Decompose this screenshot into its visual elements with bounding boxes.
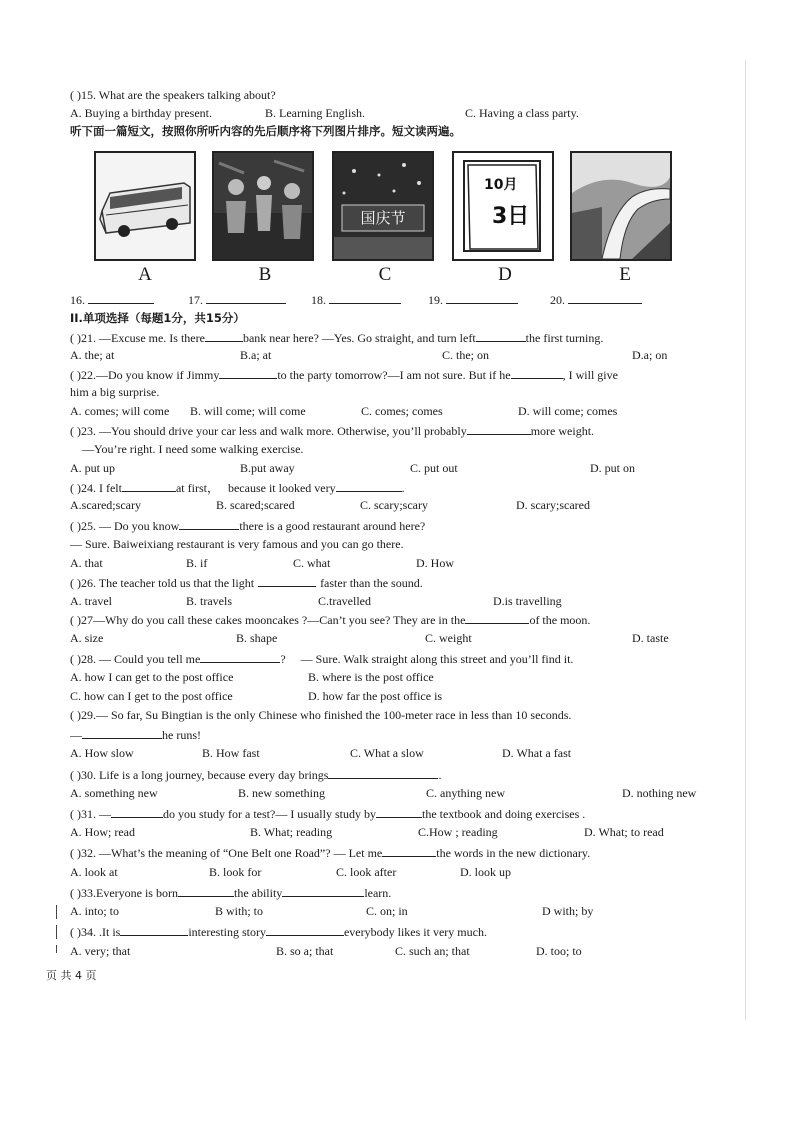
q23-reply: —You’re right. I need some walking exercise.	[82, 442, 304, 456]
order-blank-16[interactable]: 16.	[70, 292, 154, 308]
q25-option-b: B. if	[186, 556, 208, 570]
q22-option-c: C. comes; comes	[361, 404, 443, 418]
q21-option-d: D.a; on	[632, 348, 668, 362]
picture-a-label: A	[138, 264, 152, 285]
q22-option-b: B. will come; will come	[190, 404, 306, 418]
q29-option-a: A. How slow	[70, 746, 134, 760]
order-blank-20[interactable]: 20.	[550, 292, 642, 308]
q27-stem: ( )27—Why do you call these cakes mooncakes ?—Can’t you see? They are in the of the moon.	[70, 613, 591, 627]
q25-reply: — Sure. Baiweixiang restaurant is very famous and you can go there.	[70, 537, 404, 551]
picture-c-national-day	[332, 151, 434, 261]
order-blank-19[interactable]: 19.	[428, 292, 518, 308]
q24-option-c: C. scary;scary	[360, 498, 428, 512]
q26-option-c: C.travelled	[318, 594, 371, 608]
listening-instruction: 听下面一篇短文，按照你所听内容的先后顺序将下列图片排序。短文读两遍。	[70, 124, 461, 138]
calendar-day: 3日	[492, 204, 530, 229]
order-blank-18[interactable]: 18.	[311, 292, 401, 308]
q29-option-b: B. How fast	[202, 746, 260, 760]
q31-stem: ( )31. — do you study for a test?— I usually study by the textbook and doing exercises .	[70, 807, 586, 821]
q28-option-c: C. how can I get to the post office	[70, 689, 233, 703]
q28-option-d: D. how far the post office is	[308, 689, 443, 703]
q22-option-a: A. comes; will come	[70, 404, 170, 418]
q23-stem: ( )23. —You should drive your car less and walk more. Otherwise, you’ll probably more weight.	[70, 424, 595, 438]
margin-mark	[56, 925, 57, 939]
q29-reply: — he runs!	[70, 728, 201, 742]
picture-b-label: B	[258, 264, 272, 285]
q31-option-c: C.How ; reading	[418, 825, 498, 839]
q24-option-d: D. scary;scared	[516, 498, 590, 512]
margin-mark	[56, 905, 57, 919]
picture-e-label: E	[619, 264, 631, 285]
q31-option-a: A. How; read	[70, 825, 135, 839]
q34-option-d: D. too; to	[536, 944, 582, 958]
q32-option-c: C. look after	[336, 865, 397, 879]
q33-option-b: B with; to	[215, 904, 264, 918]
q21-option-a: A. the; at	[70, 348, 115, 362]
q30-option-c: C. anything new	[426, 786, 505, 800]
sign-text: 国庆节	[360, 209, 406, 227]
q34-option-c: C. such an; that	[395, 944, 470, 958]
margin-mark	[56, 945, 57, 953]
picture-d-label: D	[498, 264, 512, 285]
q25-stem: ( )25. — Do you know there is a good restaurant around here?	[70, 519, 426, 533]
q33-option-c: C. on; in	[366, 904, 408, 918]
q32-option-b: B. look for	[209, 865, 262, 879]
q15-option-c: C. Having a class party.	[465, 106, 579, 120]
page-edge-line	[745, 60, 746, 1020]
q21-stem: ( )21. —Excuse me. Is there bank near here? —Yes. Go straight, and turn left the first turning.	[70, 331, 604, 345]
q23-option-b: B.put away	[240, 461, 295, 475]
q27-option-d: D. taste	[632, 631, 669, 645]
q15-option-b: B. Learning English.	[265, 106, 365, 120]
q24-option-b: B. scared;scared	[216, 498, 295, 512]
picture-a-bus	[94, 151, 196, 261]
q22-stem-cont: him a big surprise.	[70, 385, 160, 399]
picture-e-great-wall	[570, 151, 672, 261]
section-2-title: II.单项选择（每题1分，共15分）	[70, 311, 245, 325]
q30-option-d: D. nothing new	[622, 786, 697, 800]
q28-option-a: A. how I can get to the post office	[70, 670, 234, 684]
q34-option-b: B. so a; that	[276, 944, 334, 958]
q32-option-a: A. look at	[70, 865, 118, 879]
q26-option-d: D.is travelling	[493, 594, 562, 608]
q25-option-a: A. that	[70, 556, 103, 570]
q30-option-a: A. something new	[70, 786, 158, 800]
picture-c-label: C	[378, 264, 392, 285]
q26-option-a: A. travel	[70, 594, 112, 608]
q15-stem: ( )15. What are the speakers talking about?	[70, 88, 276, 102]
q30-stem: ( )30. Life is a long journey, because every day brings .	[70, 768, 442, 782]
q23-option-d: D. put on	[590, 461, 635, 475]
q23-option-c: C. put out	[410, 461, 458, 475]
q26-stem: ( )26. The teacher told us that the light faster than the sound.	[70, 576, 423, 590]
q33-option-d: D with; by	[542, 904, 594, 918]
q29-option-d: D. What a fast	[502, 746, 572, 760]
q23-option-a: A. put up	[70, 461, 115, 475]
q27-option-b: B. shape	[236, 631, 278, 645]
q33-option-a: A. into; to	[70, 904, 120, 918]
q26-option-b: B. travels	[186, 594, 232, 608]
q29-stem: ( )29.— So far, Su Bingtian is the only Chinese who finished the 100-meter race in less than 10 seconds.	[70, 708, 572, 722]
q31-option-b: B. What; reading	[250, 825, 333, 839]
q24-option-a: A.scared;scary	[70, 498, 141, 512]
q29-option-c: C. What a slow	[350, 746, 424, 760]
q34-option-a: A. very; that	[70, 944, 131, 958]
q30-option-b: B. new something	[238, 786, 325, 800]
q24-stem: ( )24. I felt at first， because it looked very .	[70, 481, 405, 495]
order-blank-17[interactable]: 17.	[188, 292, 286, 308]
page-footer: 页 共 4 页	[46, 969, 97, 982]
calendar-month: 10月	[484, 177, 518, 193]
q21-option-c: C. the; on	[442, 348, 489, 362]
q27-option-a: A. size	[70, 631, 104, 645]
q21-option-b: B.a; at	[240, 348, 272, 362]
q31-option-d: D. What; to read	[584, 825, 664, 839]
q22-option-d: D. will come; comes	[518, 404, 618, 418]
q28-stem: ( )28. — Could you tell me ? — Sure. Walk straight along this street and you’ll find it.	[70, 652, 574, 666]
q33-stem: ( )33.Everyone is born the ability learn.	[70, 886, 392, 900]
q25-option-d: D. How	[416, 556, 454, 570]
q34-stem: ( )34. .It is interesting story everybody likes it very much.	[70, 925, 487, 939]
q32-stem: ( )32. —What’s the meaning of “One Belt one Road”? — Let me the words in the new dictionary.	[70, 846, 591, 860]
picture-b-crowd	[212, 151, 314, 261]
q28-option-b: B. where is the post office	[308, 670, 434, 684]
q27-option-c: C. weight	[425, 631, 472, 645]
q22-stem: ( )22.—Do you know if Jimmy to the party tomorrow?—I am not sure. But if he , I will give	[70, 368, 618, 382]
picture-d-calendar	[452, 151, 554, 261]
q32-option-d: D. look up	[460, 865, 511, 879]
q15-option-a: A. Buying a birthday present.	[70, 106, 212, 120]
q25-option-c: C. what	[293, 556, 331, 570]
